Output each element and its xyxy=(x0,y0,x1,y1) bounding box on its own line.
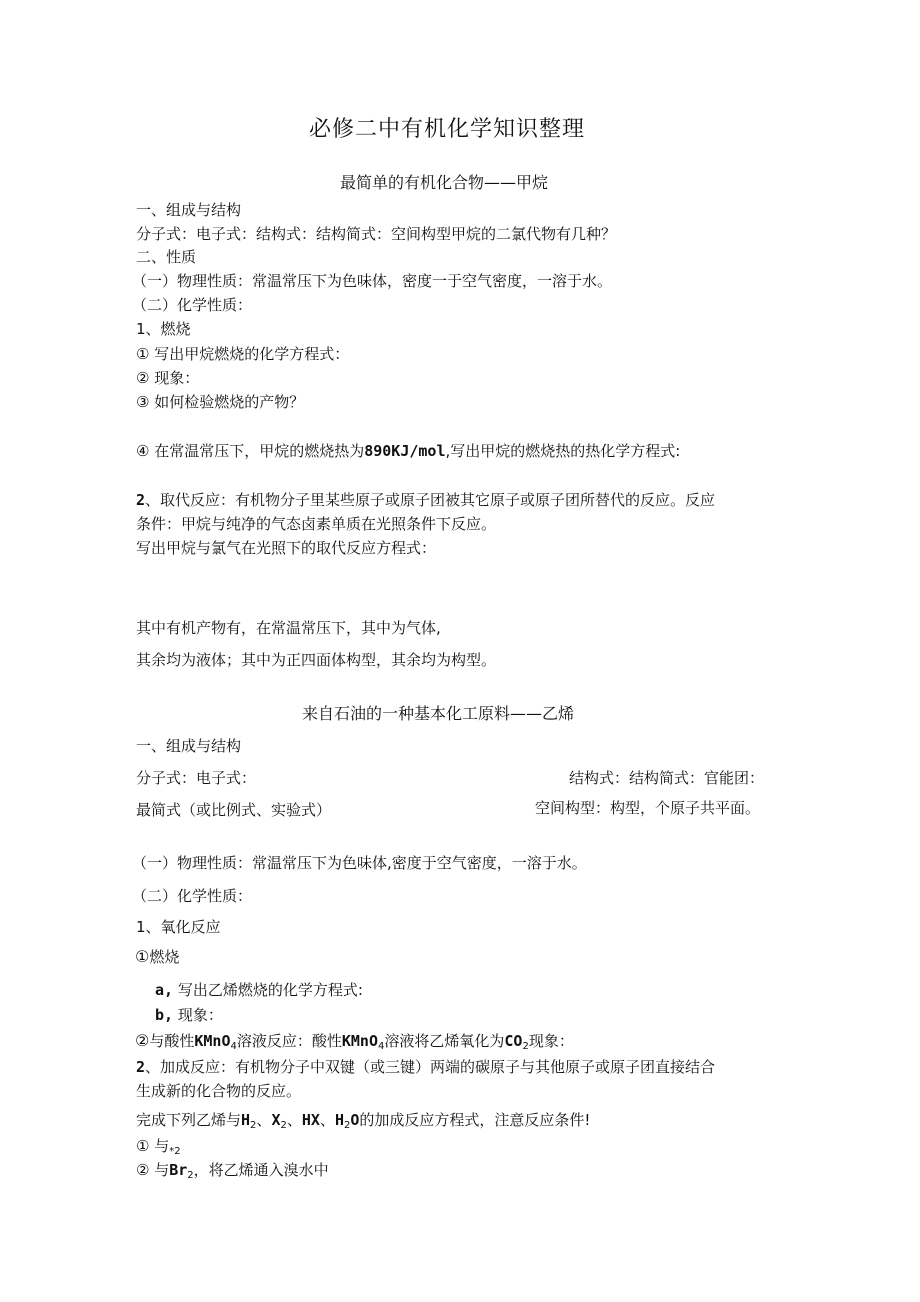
methane-q4-prefix: ④ 在常温常压下，甲烷的燃烧热为 xyxy=(136,442,365,460)
kmno4-subscript-2: 4 xyxy=(378,1041,385,1052)
ethylene-simplest-formula: 最简式（或比例式、实验式） xyxy=(136,801,332,819)
instructions-text-2: 的加成反应方程式，注意反应条件! xyxy=(359,1111,591,1129)
kmno4-text-2: 溶液反应：酸性 xyxy=(236,1032,342,1050)
item-1-formula: *2 xyxy=(169,1146,181,1157)
methane-heading: 最简单的有机化合物——甲烷 xyxy=(340,173,549,192)
ethylene-oxidation-heading: 1、氧化反应 xyxy=(136,918,221,936)
methane-substitution-line2: 条件：甲烷与纯净的气态卤素单质在光照条件下反应。 xyxy=(136,515,497,533)
methane-q4-suffix: ,写出甲烷的燃烧热的热化学方程式: xyxy=(445,442,681,460)
methane-question-1: ① 写出甲烷燃烧的化学方程式： xyxy=(136,345,350,363)
circled-one-marker: ① xyxy=(135,947,150,966)
item-1-text: ① 与 xyxy=(136,1137,170,1155)
item-a-text: 写出乙烯燃烧的化学方程式: xyxy=(173,981,363,999)
ethylene-kmno4-reaction xyxy=(135,1031,574,1057)
h2o-subscript: 2 xyxy=(343,1120,351,1131)
kmno4-text-4: 现象： xyxy=(528,1032,574,1050)
methane-formulas-line: 分子式：电子式：结构式：结构简式：空间构型甲烷的二氯代物有几种？ xyxy=(136,225,617,243)
br2-subscript: 2 xyxy=(187,1170,194,1181)
item-a-marker: a, xyxy=(155,981,174,999)
page-title: 必修二中有机化学知识整理 xyxy=(309,117,586,142)
co2-subscript: 2 xyxy=(522,1041,529,1052)
item-b-text: 现象： xyxy=(173,1006,223,1024)
kmno4-text-1: 与酸性 xyxy=(149,1032,195,1050)
methane-physical-properties: （一）物理性质：常温常压下为色味体，密度一于空气密度，一溶于水。 xyxy=(132,272,613,290)
methane-chemical-properties: （二）化学性质： xyxy=(132,296,253,314)
methane-products-line2: 其余均为液体；其中为正四面体构型，其余均为构型。 xyxy=(136,651,497,669)
methane-question-3: ③ 如何检验燃烧的产物？ xyxy=(136,393,305,411)
ethylene-formula-left: 分子式：电子式： xyxy=(136,769,257,787)
h2o-formula-o: O xyxy=(350,1111,360,1129)
methane-substitution-line1 xyxy=(136,490,715,510)
co2-formula: CO xyxy=(504,1032,523,1050)
ethylene-formula-right: 结构式：结构简式：官能团： xyxy=(569,769,765,787)
methane-products-line1: 其中有机产物有，在常温常压下，其中为气体, xyxy=(136,619,441,637)
h2o-formula-h: H xyxy=(334,1111,344,1129)
item-b-marker: b, xyxy=(155,1006,174,1024)
hx-formula: HX xyxy=(301,1111,320,1129)
ethylene-heading: 来自石油的一种基本化工原料——乙烯 xyxy=(302,704,575,723)
ethylene-combustion-item-a xyxy=(155,980,363,1000)
kmno4-subscript: 4 xyxy=(230,1041,237,1052)
h2-subscript: 2 xyxy=(250,1120,257,1131)
x2-subscript: 2 xyxy=(280,1120,287,1131)
addition-number: 2 xyxy=(136,1058,146,1076)
x2-formula: X xyxy=(271,1111,281,1129)
ethylene-chemical-properties: （二）化学性质： xyxy=(132,887,253,905)
br2-formula: Br xyxy=(169,1161,188,1179)
combustion-label: 燃烧 xyxy=(149,948,180,966)
ethylene-spatial-configuration: 空间构型：构型，个原子共平面。 xyxy=(535,799,761,817)
ethylene-addition-instructions xyxy=(136,1110,590,1136)
ethylene-addition-item-1 xyxy=(136,1136,181,1162)
methane-substitution-line3: 写出甲烷与氯气在光照下的取代反应方程式： xyxy=(136,539,437,557)
ethylene-combustion-item-b xyxy=(155,1005,223,1025)
substitution-number: 2 xyxy=(136,491,146,509)
methane-combustion-heading: 1、燃烧 xyxy=(136,320,191,338)
methane-section-structure: 一、组成与结构 xyxy=(136,201,242,219)
item-2-prefix: ② 与 xyxy=(136,1161,170,1179)
ethylene-addition-line2: 生成新的化合物的反应。 xyxy=(136,1082,302,1100)
ethylene-section-structure: 一、组成与结构 xyxy=(136,737,242,755)
ethylene-physical-properties: （一）物理性质：常温常压下为色味体,密度于空气密度，一溶于水。 xyxy=(132,854,587,872)
methane-question-4 xyxy=(136,441,680,461)
instructions-text-1: 完成下列乙烯与 xyxy=(136,1111,242,1129)
methane-question-2: ② 现象： xyxy=(136,369,200,387)
addition-text: 、加成反应：有机物分子中双键（或三键）两端的碳原子与其他原子或原子团直接结合 xyxy=(145,1058,716,1076)
ethylene-combustion-heading xyxy=(135,947,179,967)
ethylene-addition-item-2 xyxy=(136,1160,329,1186)
kmno4-formula: KMnO xyxy=(194,1032,231,1050)
h2-formula: H xyxy=(241,1111,251,1129)
methane-heat-value: 890KJ/mol xyxy=(364,442,446,460)
methane-section-properties: 二、性质 xyxy=(136,248,197,266)
item-2-suffix: ，将乙烯通入溴水中 xyxy=(193,1161,329,1179)
kmno4-formula-2: KMnO xyxy=(341,1032,378,1050)
kmno4-text-3: 溶液将乙烯氧化为 xyxy=(384,1032,505,1050)
substitution-text: 、取代反应：有机物分子里某些原子或原子团被其它原子或原子团所替代的反应。反应 xyxy=(145,491,716,509)
ethylene-addition-line1 xyxy=(136,1057,715,1077)
separator-3: 、 xyxy=(319,1111,335,1129)
separator-1: 、 xyxy=(256,1111,272,1129)
circled-two-marker: ② xyxy=(135,1031,150,1050)
separator-2: 、 xyxy=(286,1111,302,1129)
